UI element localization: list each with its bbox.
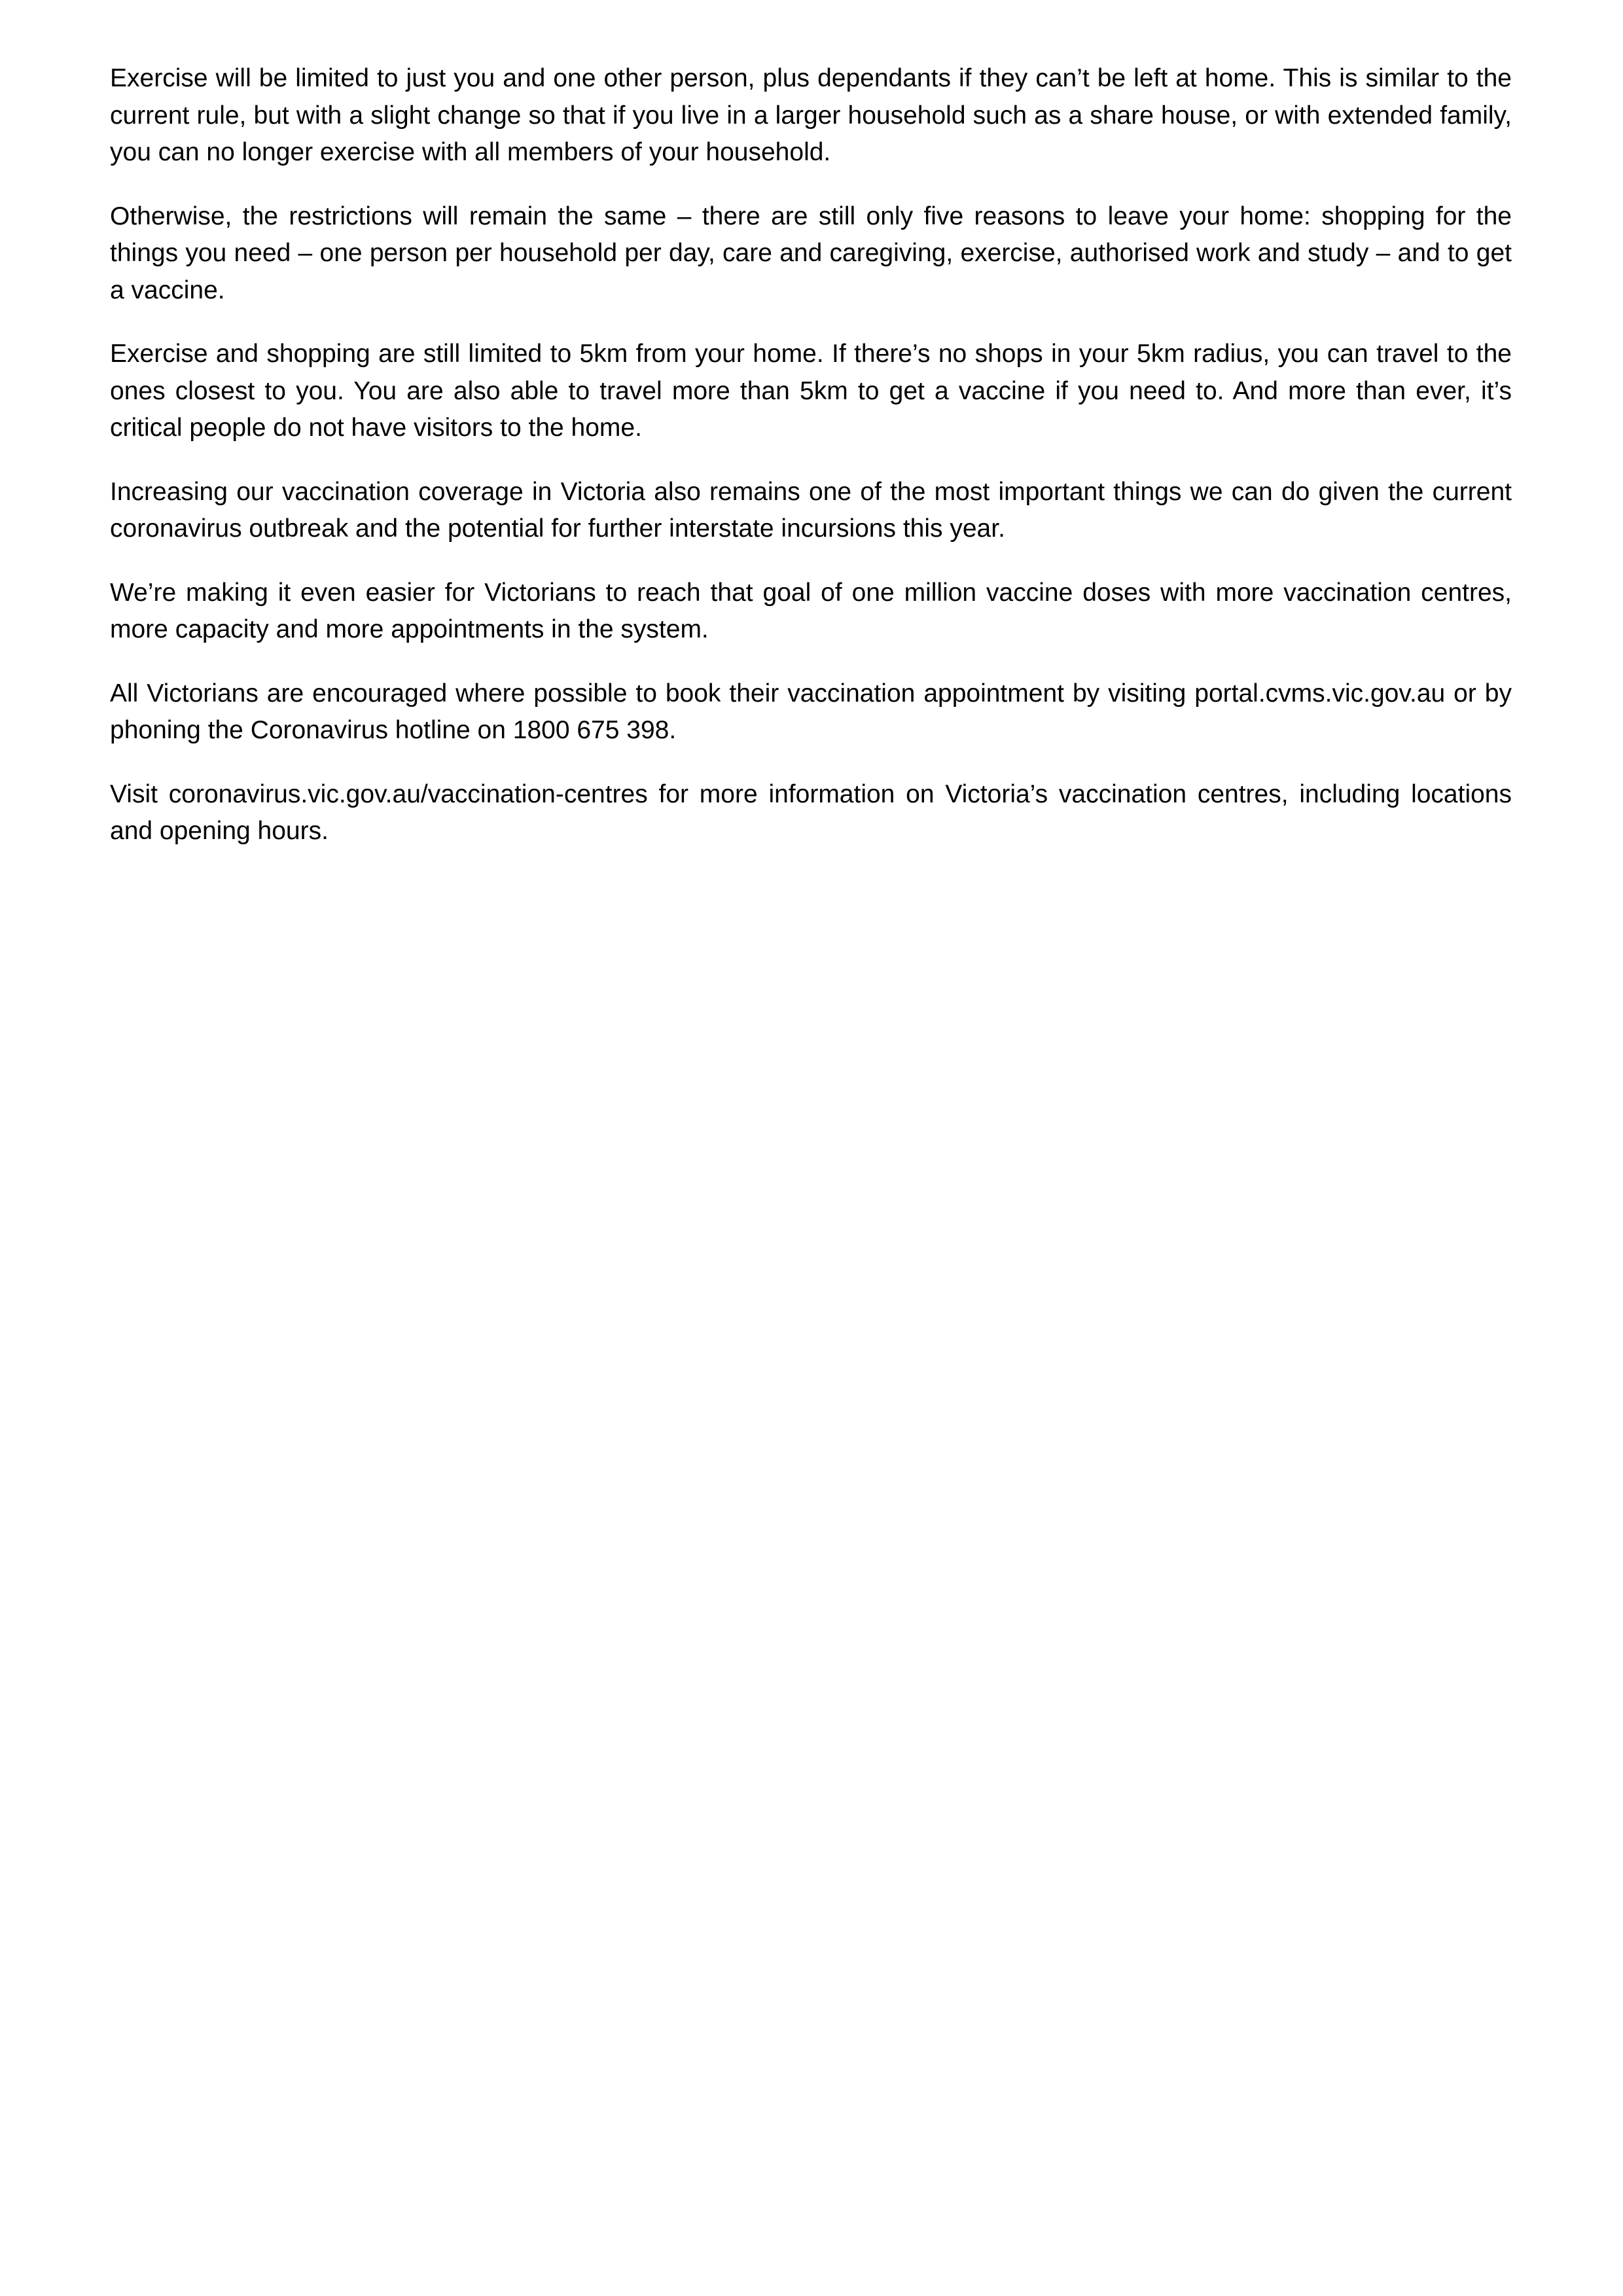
paragraph-vaccination-coverage: Increasing our vaccination coverage in Victoria also remains one of the most important things we can do given the current coronavirus outbreak and the potential for further interstate incursions this year. — [110, 477, 1512, 543]
paragraph-booking-info: All Victorians are encouraged where possible to book their vaccination appointment by visiting portal.cvms.vic.gov.au or by phoning the Coronavirus hotline on 1800 675 398. — [110, 679, 1512, 744]
paragraph-5km-limit: Exercise and shopping are still limited to 5km from your home. If there’s no shops in your 5km radius, you can travel to the ones closest to you. You are also able to travel more than 5km to get a vaccine if you need to. And more than ever, it’s critical people do not have visitors to the home. — [110, 340, 1512, 442]
document-body — [110, 60, 1512, 877]
paragraph-exercise-limits: Exercise will be limited to just you and one other person, plus dependants if they can’t be left at home. This is similar to the current rule, but with a slight change so that if you live in a larger household such as a share house, or with extended family, you can no longer exercise with all members of your household. — [110, 64, 1512, 166]
paragraph-restrictions: Otherwise, the restrictions will remain the same – there are still only five reasons to leave your home: shopping for the things you need – one person per household per day, care and caregiving, exercise, authorised work and study – and to get a vaccine. — [110, 202, 1512, 304]
paragraph-visit-website: Visit coronavirus.vic.gov.au/vaccination-centres for more information on Victoria’s vaccination centres, including locations and opening hours. — [110, 780, 1512, 845]
paragraph-vaccination-centres: We’re making it even easier for Victorians to reach that goal of one million vaccine doses with more vaccination centres, more capacity and more appointments in the system. — [110, 578, 1512, 643]
